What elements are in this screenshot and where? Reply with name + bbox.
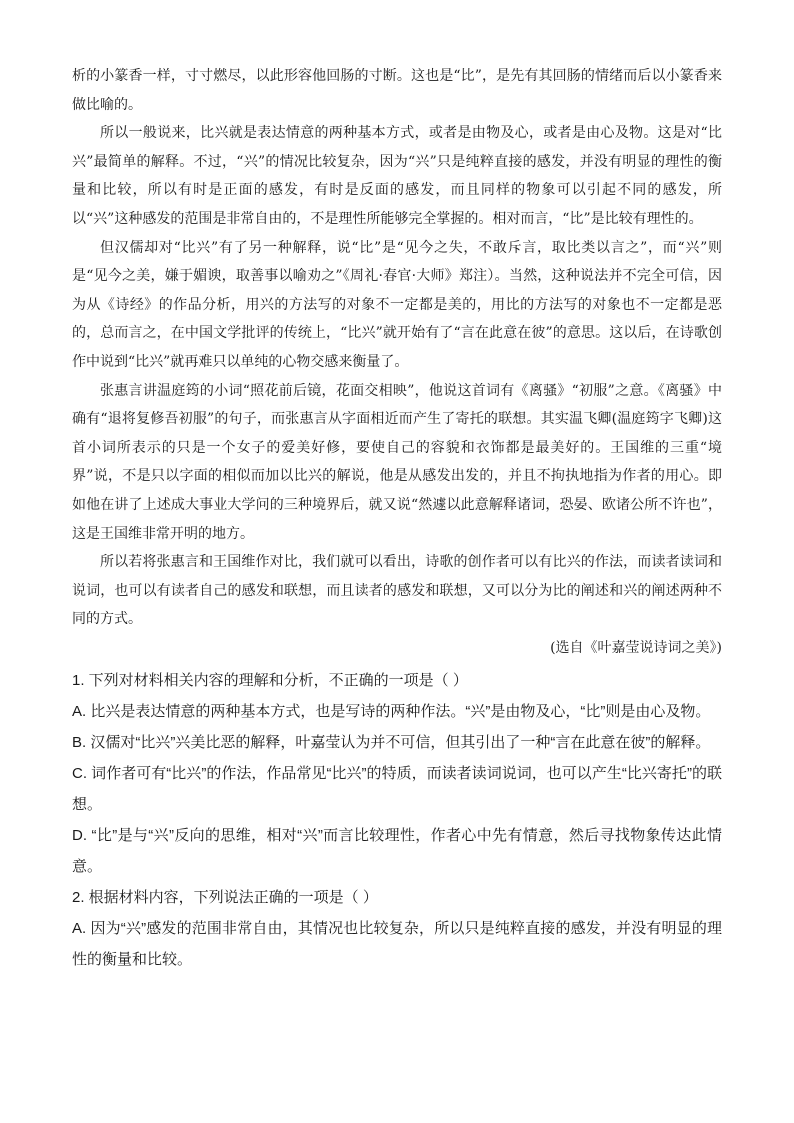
passage-paragraph-4: 张惠言讲温庭筠的小词“照花前后镜，花面交相映”，他说这首词有《离骚》“初服”之意。《离骚》中确有“退将复修吾初服”的句子，而张惠言从字面相近而产生了寄托的联想。其实温飞卿(温庭筠字飞卿)这首小词所表示的只是一个女子的爱美好修，要使自己的容貌和衣饰都是最美好的。王国维的三重“境界”说，不是只以字面的相似而加以比兴的解说，他是从感发出发的，并且不拘执地指为作者的用心。即如他在讲了上述成大事业大学问的三种境界后，就又说“然遽以此意解释诸词，恐晏、欧诸公所不许也”，这是王国维非常开明的地方。	[72, 382, 722, 542]
question-1-stem: 1. 下列对材料相关内容的理解和分析，不正确的一项是（ ）	[72, 672, 468, 690]
question-1-option-a: A. 比兴是表达情意的两种基本方式，也是写诗的两种作法。“兴”是由物及心，“比”则是由心及物。	[72, 703, 711, 721]
question-1-option-b: B. 汉儒对“比兴”兴美比恶的解释，叶嘉莹认为并不可信，但其引出了一种“言在此意在彼”的解释。	[72, 734, 711, 752]
passage-paragraph-1: 析的小篆香一样，寸寸燃尽，以此形容他回肠的寸断。这也是“比”，是先有其回肠的情绪而后以小篆香来做比喻的。	[72, 68, 722, 113]
question-2-option-a: A. 因为“兴”感发的范围非常自由，其情况也比较复杂，所以只是纯粹直接的感发，并没有明显的理性的衡量和比较。	[72, 920, 722, 969]
passage-paragraph-2: 所以一般说来，比兴就是表达情意的两种基本方式，或者是由物及心，或者是由心及物。这是对“比兴”最简单的解释。不过，“兴”的情况比较复杂，因为“兴”只是纯粹直接的感发，并没有明显的理性的衡量和比较，所以有时是正面的感发，有时是反面的感发，而且同样的物象可以引起不同的感发，所以“兴”这种感发的范围是非常自由的，不是理性所能够完全掌握的。相对而言，“比”是比较有理性的。	[72, 125, 722, 227]
document-page	[72, 62, 722, 975]
passage-paragraph-3: 但汉儒却对“比兴”有了另一种解释，说“比”是“见今之失，不敢斥言，取比类以言之”，而“兴”则是“见今之美，嫌于媚谀，取善事以喻劝之”《周礼·春官·大师》郑注）。当然，这种说法并不完全可信，因为从《诗经》的作品分析，用兴的方法写的对象不一定都是美的，用比的方法写的对象也不一定都是恶的，总而言之，在中国文学批评的传统上，“比兴”就开始有了“言在此意在彼”的意思。这以后，在诗歌创作中说到“比兴”就再难只以单纯的心物交感来衡量了。	[72, 239, 722, 370]
passage-paragraph-5: 所以若将张惠言和王国维作对比，我们就可以看出，诗歌的创作者可以有比兴的作法，而读者读词和说词，也可以有读者自己的感发和联想，而且读者的感发和联想，又可以分为比的阐述和兴的阐述两种不同的方式。	[72, 554, 722, 628]
question-2-stem: 2. 根据材料内容，下列说法正确的一项是（ ）	[72, 889, 378, 907]
question-1-option-d: D. “比”是与“兴”反向的思维，相对“兴”而言比较理性，作者心中先有情意，然后寻找物象传达此情意。	[72, 827, 722, 876]
question-1-option-c: C. 词作者可有“比兴”的作法，作品常见“比兴”的特质，而读者读词说词，也可以产生“比兴寄托”的联想。	[72, 765, 722, 814]
reading-passage	[72, 62, 722, 634]
passage-source: (选自《叶嘉莹说诗词之美》)	[550, 639, 722, 656]
question-list	[72, 665, 722, 975]
